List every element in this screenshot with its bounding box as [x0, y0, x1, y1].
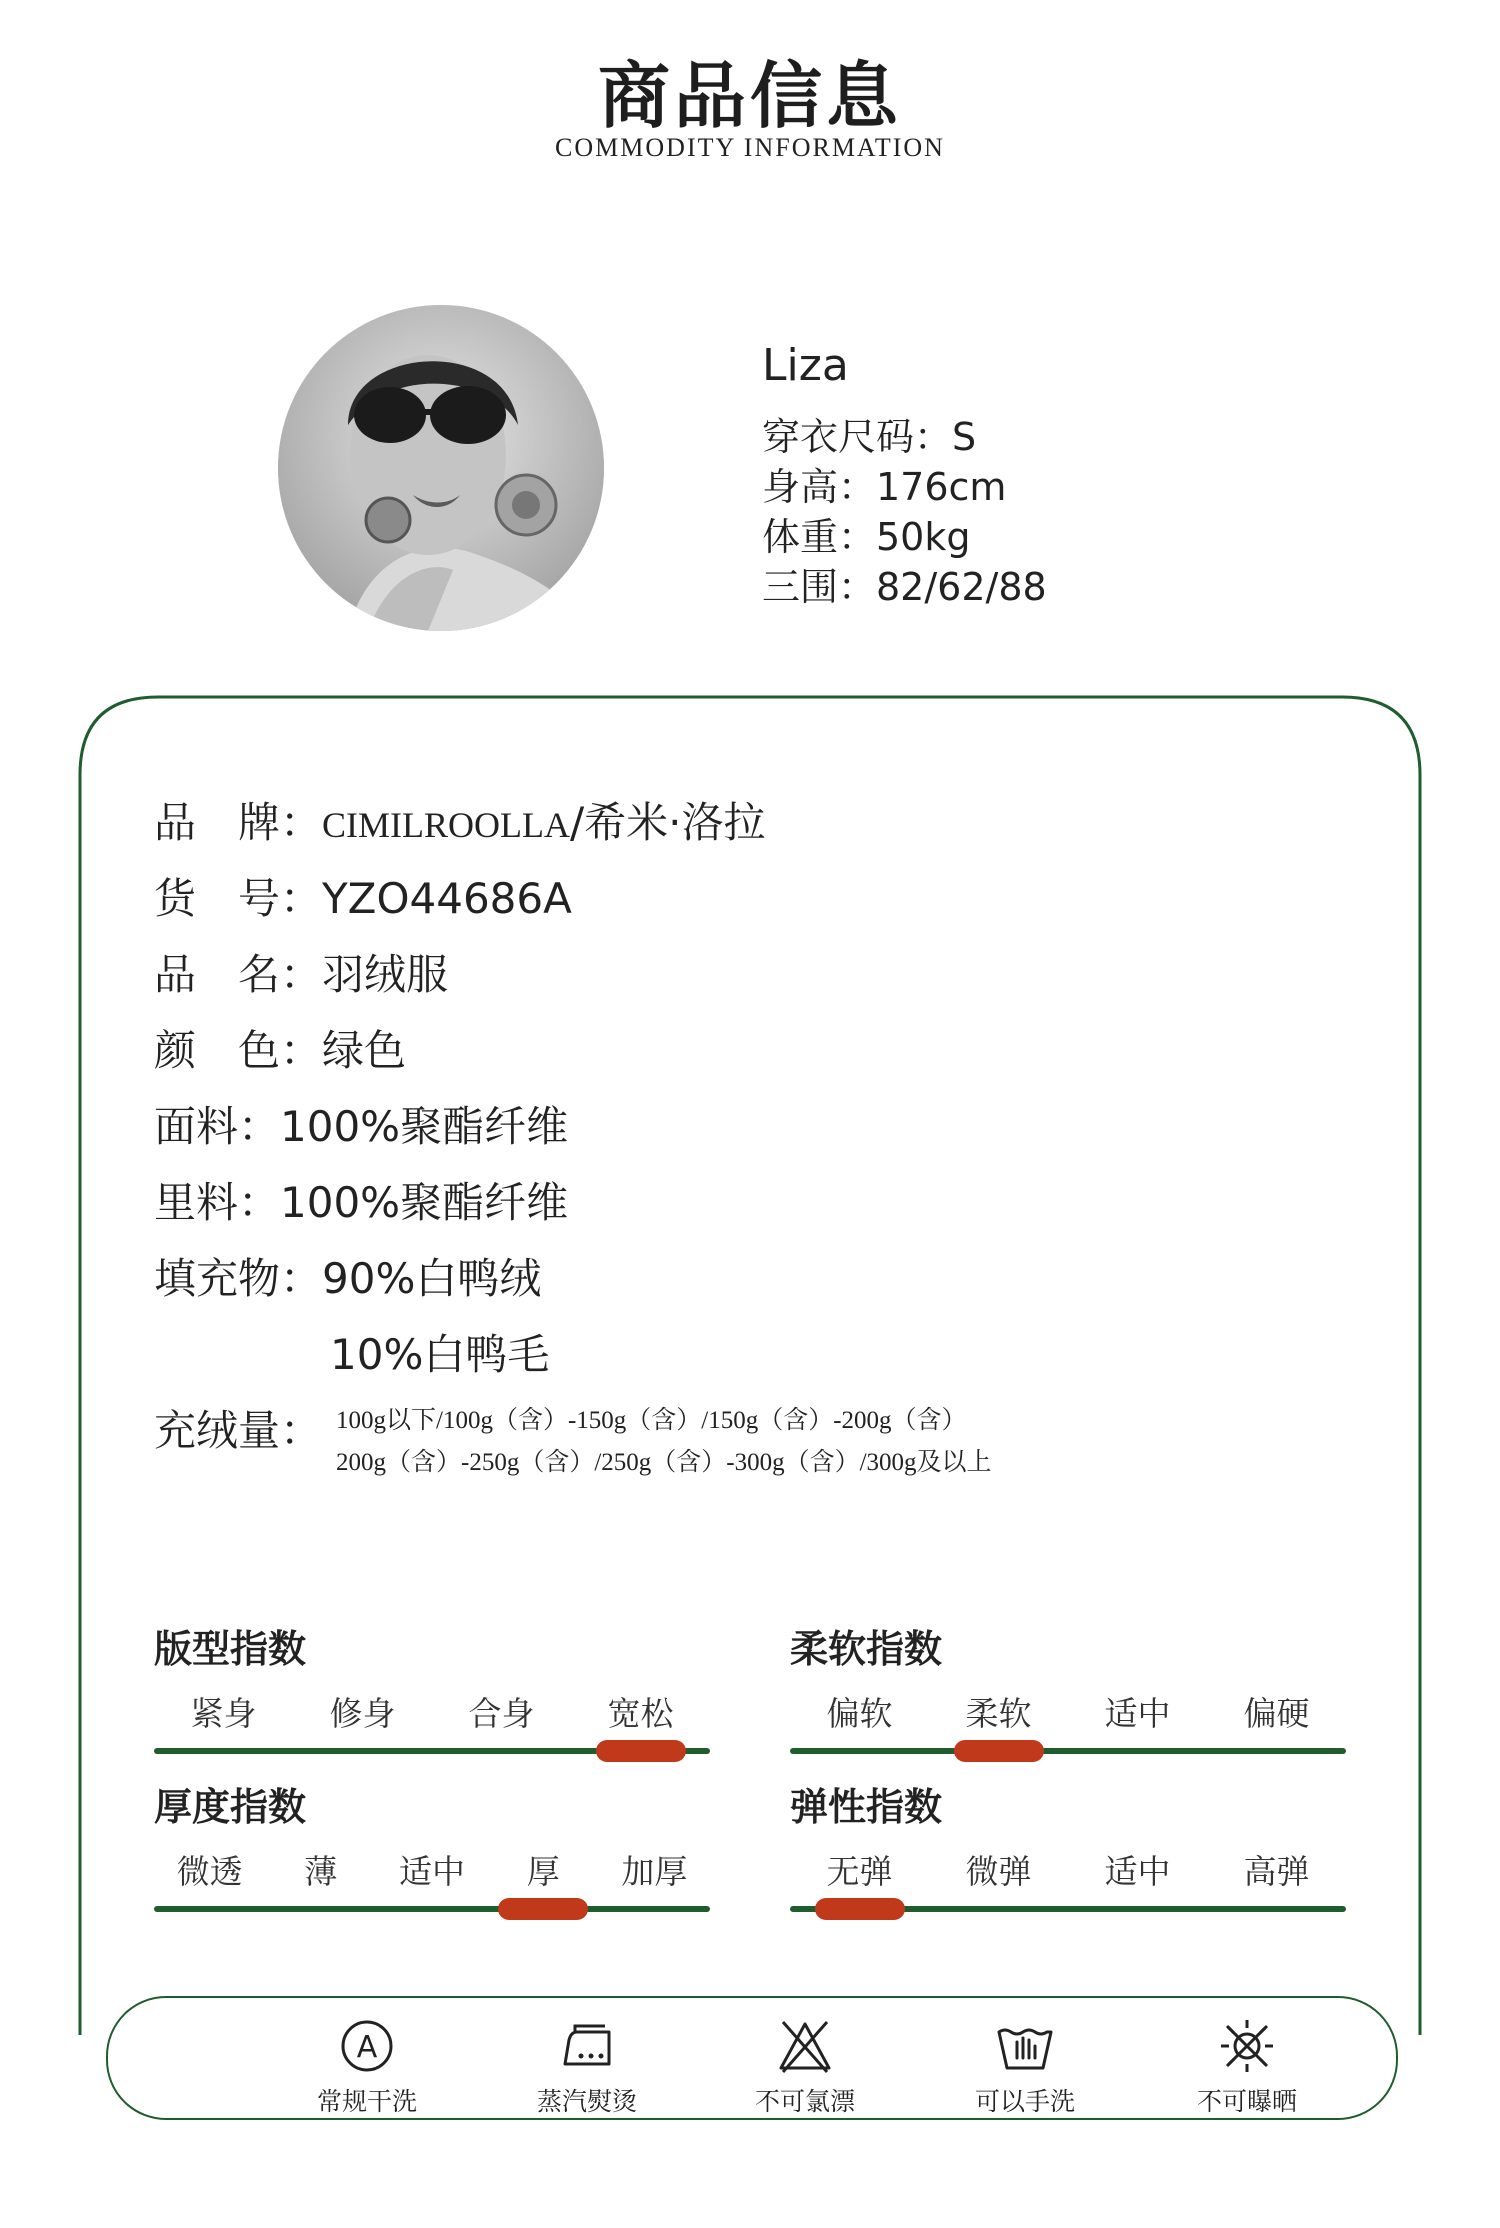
model-name: Liza	[762, 340, 849, 391]
spec-item-no: 货 号：YZO44686A	[154, 874, 572, 923]
steam-iron-icon	[557, 2018, 617, 2074]
index-option: 修身	[329, 1694, 396, 1733]
index-option: 适中	[1104, 1694, 1171, 1733]
spec-color: 颜 色：绿色	[154, 1026, 407, 1075]
care-label: 不可氯漂	[754, 2087, 855, 2116]
spec-fill-amount-label: 充绒量：	[154, 1406, 323, 1455]
dry-clean-icon	[337, 2018, 397, 2074]
care-dry-clean	[297, 2018, 437, 2118]
index-track	[154, 1906, 710, 1912]
page-title: 商品信息	[597, 53, 902, 138]
spec-name: 品 名：羽绒服	[154, 950, 449, 999]
page-subtitle: COMMODITY INFORMATION	[555, 133, 945, 162]
spec-fabric: 面料：100%聚酯纤维	[154, 1102, 569, 1151]
model-avatar	[278, 305, 604, 631]
index-option: 微弹	[965, 1852, 1032, 1891]
index-title: 厚度指数	[154, 1785, 307, 1829]
index-track	[790, 1748, 1346, 1754]
index-title: 版型指数	[154, 1627, 307, 1671]
index-title: 柔软指数	[790, 1627, 943, 1671]
index-selected-marker	[596, 1740, 686, 1762]
model-height: 身高：176cm	[762, 465, 1007, 509]
care-no-sun	[1177, 2018, 1317, 2118]
index-option: 偏软	[826, 1694, 893, 1733]
index-option: 适中	[1104, 1852, 1171, 1891]
index-selected-marker	[498, 1898, 588, 1920]
care-label: 可以手洗	[974, 2087, 1075, 2116]
index-option: 合身	[468, 1694, 535, 1733]
no-sun-icon	[1217, 2018, 1277, 2074]
index-selected-marker	[954, 1740, 1044, 1762]
spec-brand: 品 牌：CIMILROOLLA/希米·洛拉	[154, 798, 766, 847]
fill-amount-line2: 200g（含）-250g（含）/250g（含）-300g（含）/300g及以上	[336, 1449, 992, 1476]
index-title: 弹性指数	[790, 1785, 943, 1829]
index-option: 紧身	[190, 1694, 257, 1733]
care-label: 常规干洗	[316, 2087, 417, 2116]
care-label: 蒸汽熨烫	[536, 2087, 637, 2116]
index-option: 高弹	[1243, 1852, 1310, 1891]
index-selected-marker	[815, 1898, 905, 1920]
no-bleach-icon	[775, 2018, 835, 2074]
index-option: 微透	[176, 1852, 243, 1891]
index-option: 偏硬	[1243, 1694, 1310, 1733]
spec-filling-2: 10%白鸭毛	[330, 1330, 550, 1379]
model-weight: 体重：50kg	[762, 515, 971, 559]
index-option: 宽松	[607, 1694, 674, 1733]
svg-text:A: A	[356, 2030, 378, 2065]
model-measurements: 三围：82/62/88	[762, 565, 1047, 609]
index-option: 柔软	[965, 1694, 1032, 1733]
fill-amount-line1: 100g以下/100g（含）-150g（含）/150g（含）-200g（含）	[336, 1407, 967, 1434]
hand-wash-icon	[995, 2018, 1055, 2074]
index-option: 薄	[304, 1852, 338, 1891]
care-no-bleach	[735, 2018, 875, 2118]
spec-filling: 填充物：90%白鸭绒	[154, 1254, 542, 1303]
index-option: 无弹	[826, 1852, 893, 1891]
care-hand-wash	[955, 2018, 1095, 2118]
spec-lining: 里料：100%聚酯纤维	[154, 1178, 569, 1227]
index-option: 加厚	[621, 1852, 688, 1891]
index-option: 适中	[399, 1852, 465, 1891]
index-option: 厚	[526, 1852, 560, 1891]
model-size: 穿衣尺码：S	[762, 415, 977, 459]
care-steam-iron	[517, 2018, 657, 2118]
care-label: 不可曝晒	[1196, 2087, 1297, 2116]
